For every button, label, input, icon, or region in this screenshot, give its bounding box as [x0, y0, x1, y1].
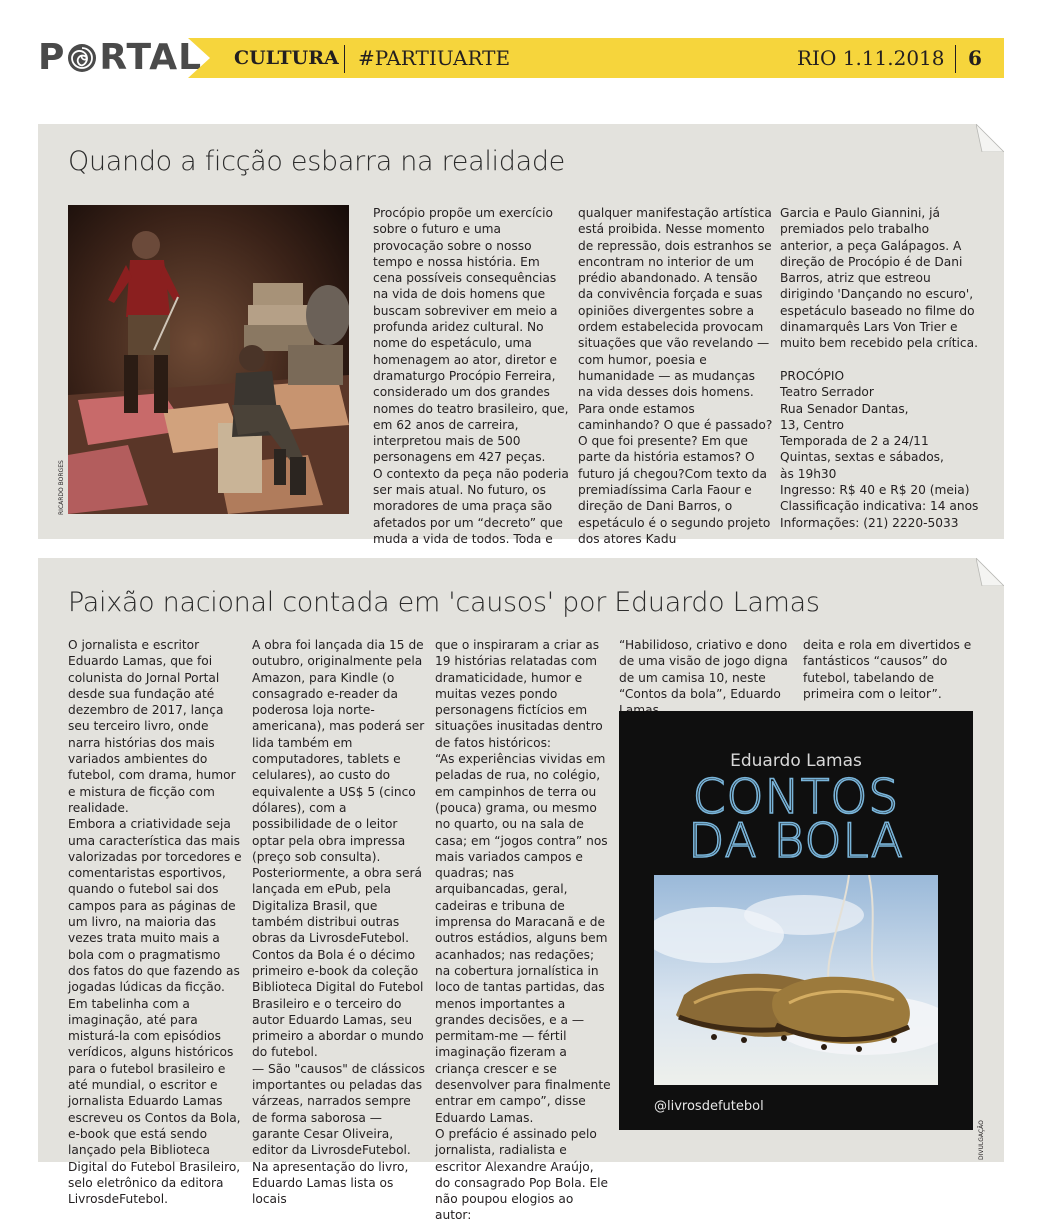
section-hashtag[interactable]: #PARTIUARTE — [358, 46, 511, 70]
article-2-column-3 — [435, 637, 611, 1224]
section-name[interactable]: CULTURA — [234, 47, 339, 69]
event-title: PROCÓPIO — [780, 368, 845, 383]
masthead — [0, 0, 1041, 100]
paragraph: Embora a criatividade seja uma característica das mais valorizadas por torcedores e comentaristas esportivos, quando o futebol sai dos campos para as páginas de um livro, na maioria das vezes trata muito mais a bola com o pragmatismo dos fatos do que fazendo as jogadas lúdicas da ficção. Em tabelinha com a imaginação, até para misturá-la com episódios verídicos, alguns históricos para o futebol brasileiro e até mundial, o escritor e jornalista Eduardo Lamas escreveu os Contos da Bola, e-book que está sendo lançado pela Biblioteca Digital do Futebol Brasileiro, selo eletrônico da editora LivrosdeFutebol. — [68, 817, 242, 1207]
page-fold-icon — [976, 124, 1004, 152]
paragraph: A obra foi lançada dia 15 de outubro, originalmente pela Amazon, para Kindle (o consagrado e-reader da poderosa loja norte-americana), mas poderá ser lida também em computadores, tablets e celulares), ao custo do equivalente a US$ 5 (cinco dólares), com a possibilidade de o leitor optar pela obra impressa (preço sob consulta). Posteriormente, a obra será lançada em ePub, pela Digitaliza Brasil, que também distribui outras obras da LivrosdeFutebol. — [252, 638, 425, 946]
article-2-headline: Paixão nacional contada em 'causos' por Eduardo Lamas — [68, 587, 820, 618]
theater-scene-image — [68, 205, 349, 514]
paragraph: “As experiências vividas em peladas de rua, no colégio, em campinhos de terra ou (pouca) grama, ou mesmo no quarto, ou na sala de casa; em “jogos contra” nos mais variados campos e quadras; nas arquibancadas, geral, cadeiras e tribuna de imprensa do Maracanã e de outros estádios, alguns bem acanhados; nas redações; na cobertura jornalística in loco de tantas partidas, das menos importantes a grandes decisões, e a — permitam-me — fértil imaginação fizeram a criança crescer e se desenvolver para finalmente entrar em campo”, disse Eduardo Lamas. — [435, 752, 611, 1125]
event-time: às 19h30 — [780, 466, 837, 481]
paragraph: deita e rola em divertidos e fantásticos “causos” do futebol, tabelando de primeira com o leitor”. — [803, 638, 972, 701]
issue-date: RIO 1.11.2018 — [797, 46, 945, 70]
book-title-line-2: DA BOLA — [688, 814, 904, 869]
book-author: Eduardo Lamas — [730, 751, 862, 771]
event-info — [780, 368, 980, 531]
paragraph: Na apresentação do livro, Eduardo Lamas lista os locais — [252, 1159, 409, 1207]
event-address: Rua Senador Dantas, — [780, 401, 909, 416]
event-address: 13, Centro — [780, 417, 844, 432]
paragraph: — São "causos" de clássicos importantes ou peladas das várzeas, narrados sempre de forma saborosa — garante Cesar Oliveira, editor da LivrosdeFutebol. — [252, 1061, 425, 1158]
book-publisher-handle: @livrosdefutebol — [654, 1099, 764, 1114]
paragraph: O contexto da peça não poderia ser mais atual. No futuro, os moradores de uma praça são afetados por um “decreto” que muda a vida de todos. Toda e — [373, 466, 569, 546]
event-rating: Classificação indicativa: 14 anos — [780, 499, 979, 514]
event-season: Temporada de 2 a 24/11 — [780, 434, 929, 449]
photo-credit: RICARDO BORGES — [58, 460, 65, 515]
paragraph: qualquer manifestação artística está proibida. Nesse momento de repressão, dois estranhos se encontram no interior de um prédio abandonado. A tensão da convivência forçada e suas opiniões divergentes sobre a ordem estabelecida provocam situações que vão revelando — com humor, poesia e humanidade — as mudanças na vida desses dois homens. Para onde estamos caminhando? O que é passado? O que foi presente? Em que parte da história estamos? O futuro já chegou?Com texto da premiadíssima Carla Faour e direção de Dani Barros, o espetáculo é o segundo projeto dos atores Kadu — [578, 206, 773, 546]
article-2-column-5 — [803, 637, 979, 702]
paragraph: Contos da Bola é o décimo primeiro e-book da coleção Biblioteca Digital do Futebol Brasileiro e o terceiro do autor Eduardo Lamas, seu primeiro a abordar o mundo do futebol. — [252, 947, 424, 1060]
page-number: 6 — [968, 46, 982, 70]
portal-logo[interactable] — [38, 38, 202, 78]
paragraph: Garcia e Paulo Giannini, já premiados pelo trabalho anterior, a peça Galápagos. A direção de Procópio é de Dani Barros, atriz que estreou dirigindo 'Dançando no escuro', espetáculo baseado no filme do dinamarquês Lars Von Trier e muito bem recebido pela crítica. — [780, 206, 978, 351]
article-2-column-1 — [68, 637, 243, 1207]
paragraph: que o inspiraram a criar as 19 histórias relatadas com dramaticidade, humor e muitas vezes pondo personagens fictícios em situações inusitadas dentro de fatos históricos: — [435, 638, 603, 750]
logo-letter-p: P — [38, 37, 66, 78]
logo-letters-rtal: RTAL — [99, 37, 203, 78]
section-divider — [344, 45, 345, 73]
article-1-column-2 — [578, 205, 774, 547]
paragraph: Procópio propõe um exercício sobre o futuro e uma provocação sobre o nosso tempo e nossa história. Em cena possíveis consequências na vida de dois homens que buscam sobreviver em meio a profunda aridez cultural. No nome do espetáculo, uma homenagem ao ator, diretor e dramaturgo Procópio Ferreira, considerado um dos grandes nomes do teatro brasileiro, que, em 62 anos de carreira, interpretou mais de 500 personagens em 427 peças. — [373, 206, 569, 465]
hanging-boots-illustration — [654, 875, 938, 1085]
paragraph: O jornalista e escritor Eduardo Lamas, que foi colunista do Jornal Portal desde sua fundação até dezembro de 2017, lança seu terceiro livro, onde narra histórias dos mais variados ambientes do futebol, com drama, humor e mistura de ficção com realidade. — [68, 638, 236, 815]
event-price: Ingresso: R$ 40 e R$ 20 (meia) — [780, 483, 970, 498]
article-2-column-4 — [619, 637, 795, 718]
paragraph: “Habilidoso, criativo e dono de uma visão de jogo digna de um camisa 10, neste “Contos da bola”, Eduardo — [619, 638, 788, 701]
page-divider — [955, 45, 956, 73]
event-phone[interactable]: Informações: (21) 2220-5033 — [780, 515, 959, 530]
logo-swirl-icon — [66, 42, 98, 74]
event-venue: Teatro Serrador — [780, 385, 874, 400]
theater-photo — [68, 205, 349, 514]
paragraph: O prefácio é assinado pelo jornalista, radialista e escritor Alexandre Araújo, do consagrado Pop Bola. Ele não poupou elogios ao autor: — [435, 1126, 609, 1223]
article-1-headline: Quando a ficção esbarra na realidade — [68, 146, 565, 177]
photo-credit: DIVULGAÇÃO — [978, 1120, 985, 1160]
book-title-line-1: CONTOS — [692, 770, 900, 825]
article-1-column-1 — [373, 205, 570, 547]
page-fold-icon — [976, 558, 1004, 586]
event-days: Quintas, sextas e sábados, — [780, 450, 944, 465]
book-cover — [619, 711, 973, 1130]
article-2-column-2 — [252, 637, 428, 1207]
article-1-column-3 — [780, 205, 980, 531]
